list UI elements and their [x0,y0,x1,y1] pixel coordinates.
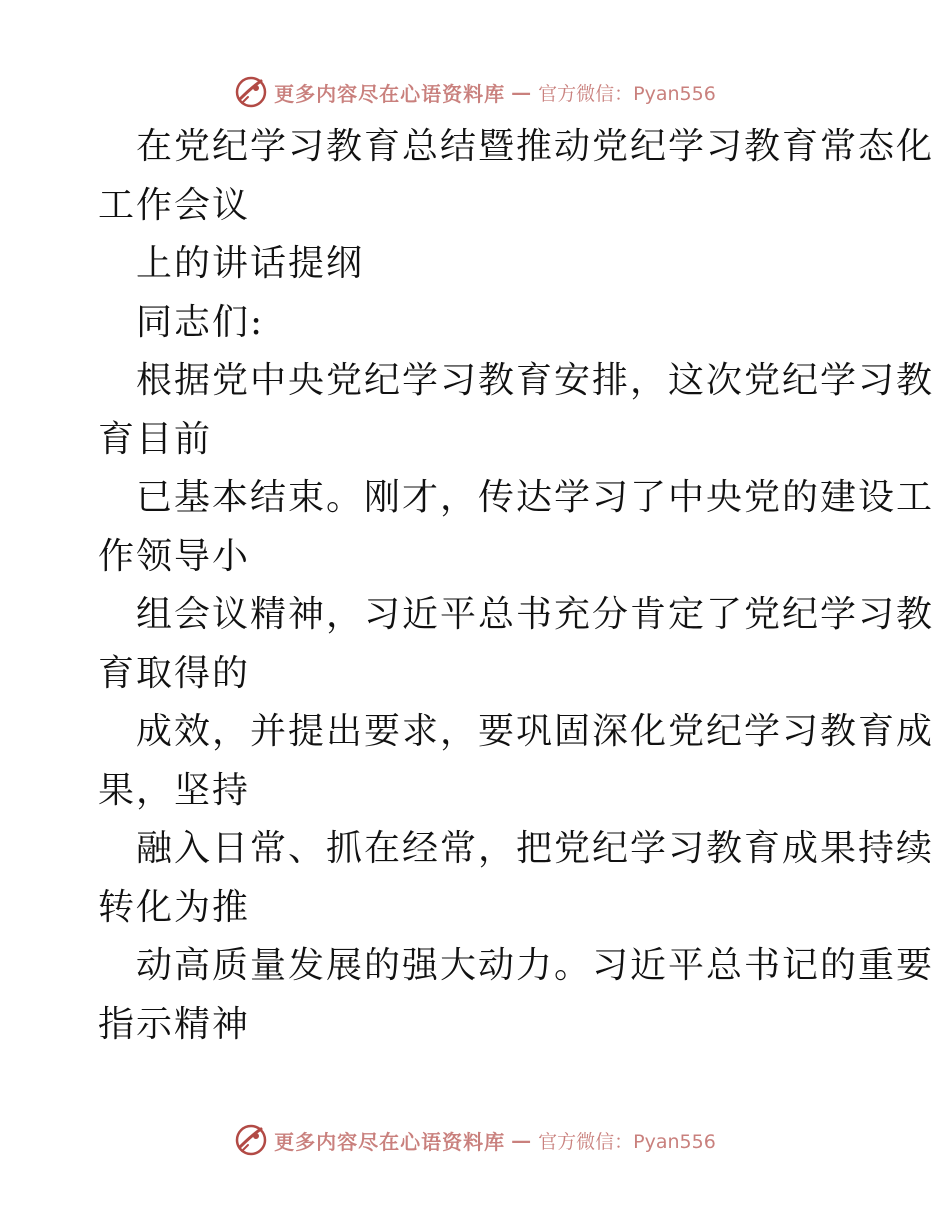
paragraph-line: 指示精神 [98,1003,251,1045]
paragraph-line: 根据党中央党纪学习教育安排，这次党纪学习教 [136,360,935,401]
watermark-contact-text: 官方微信：Pyan556 [538,82,716,105]
watermark-separator: — [511,80,533,104]
paragraph-line: 转化为推 [98,886,251,928]
title-line-1: 在党纪学习教育总结暨推动党纪学习教育常态化 [136,126,935,167]
paragraph-line: 育目前 [98,418,213,460]
paragraph-line: 动高质量发展的强大动力。习近平总书记的重要 [136,945,935,986]
watermark-brand-text: 更多内容尽在心语资料库 [274,81,506,106]
watermark-contact-text: 官方微信：Pyan556 [538,1130,716,1153]
pen-logo-icon [234,1123,268,1157]
paragraph-line: 已基本结束。刚才，传达学习了中央党的建设工 [136,477,935,518]
paragraph-line: 成效，并提出要求，要巩固深化党纪学习教育成 [136,711,935,752]
paragraph-line: 融入日常、抓在经常，把党纪学习教育成果持续 [136,828,935,869]
paragraph-line: 作领导小 [98,535,251,577]
pen-logo-icon [234,75,268,109]
paragraph-line: 组会议精神，习近平总书充分肯定了党纪学习教 [136,594,935,635]
title-line-2: 工作会议 [98,184,251,226]
watermark-separator: — [511,1128,533,1152]
salutation: 同志们: [136,301,265,343]
paragraph-line: 果，坚持 [98,769,251,811]
watermark-header [0,72,950,112]
document-body [98,118,935,1054]
paragraph-line: 育取得的 [98,652,251,694]
subtitle-line: 上的讲话提纲 [136,243,365,284]
watermark-brand-text: 更多内容尽在心语资料库 [274,1129,506,1154]
watermark-footer [0,1120,950,1160]
